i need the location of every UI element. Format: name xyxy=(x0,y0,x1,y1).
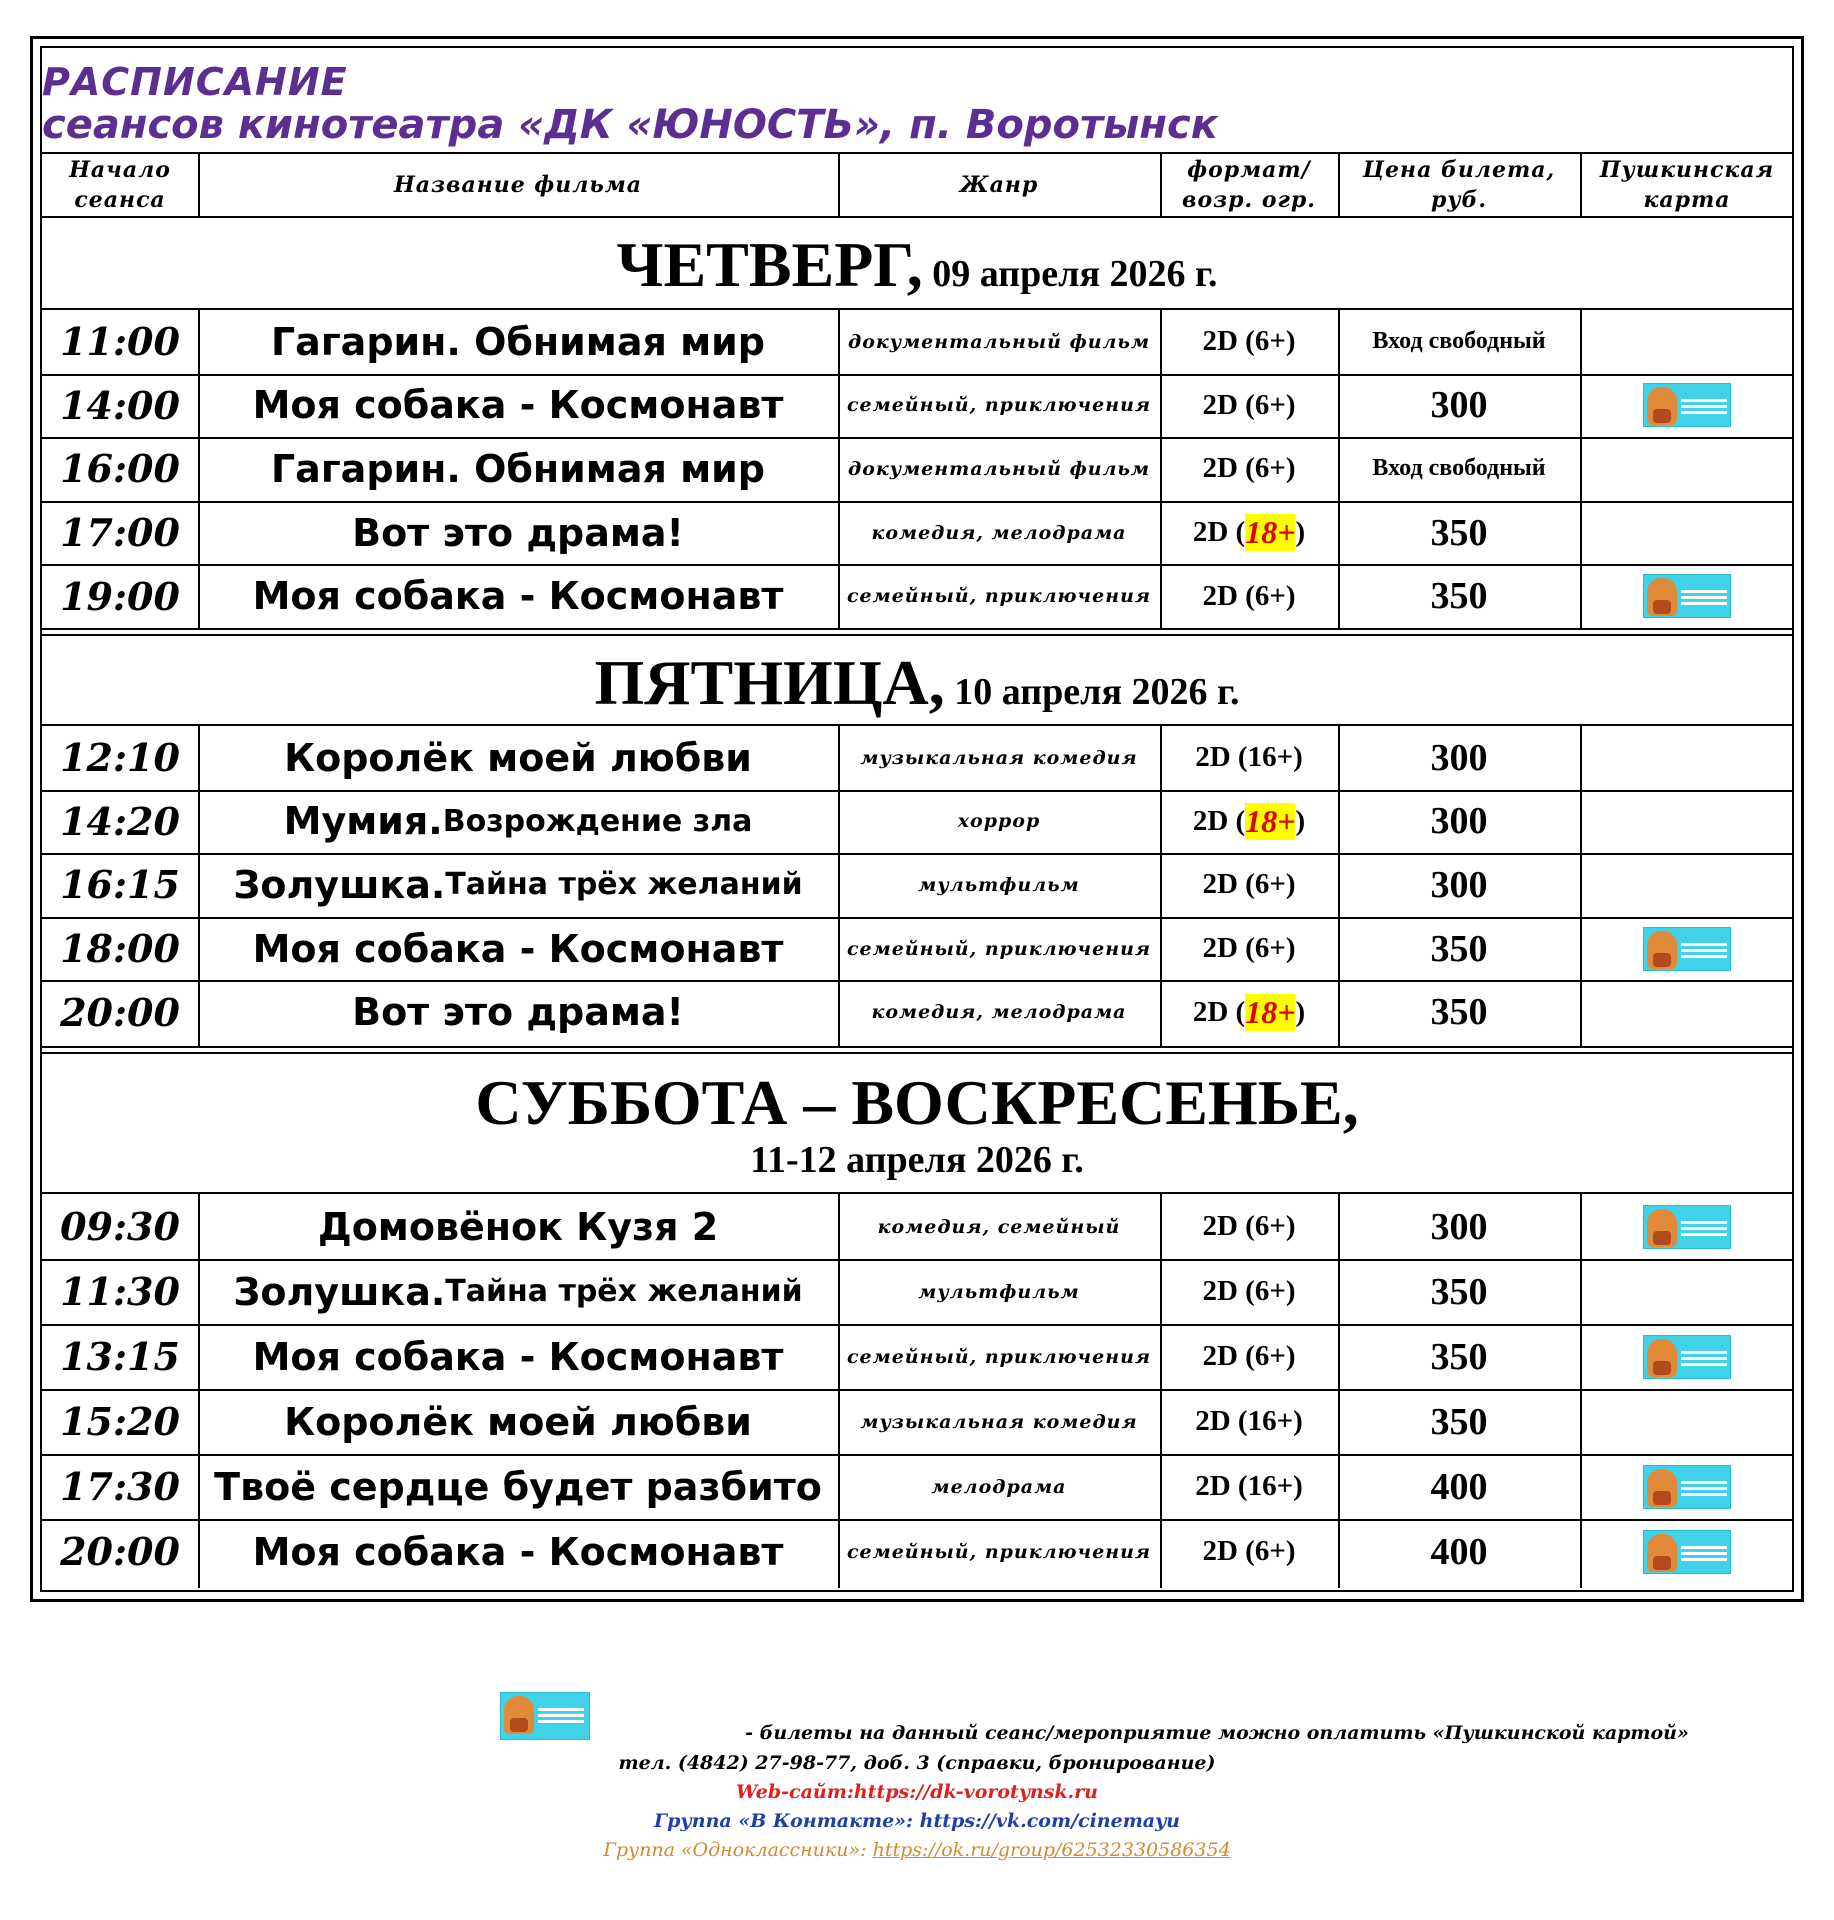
table-rule xyxy=(42,1052,1792,1054)
genre xyxy=(838,790,1160,854)
ticket-price-text: 350 xyxy=(1430,575,1488,618)
genre xyxy=(838,1259,1160,1324)
table-rule xyxy=(42,1046,1792,1048)
column-divider xyxy=(198,1192,200,1588)
format-age xyxy=(1160,374,1338,438)
format-text: 2D (6+) xyxy=(1202,1340,1296,1372)
ticket-price-text: 350 xyxy=(1430,991,1488,1034)
film-title-text: Гагарин. Обнимая мир xyxy=(270,446,766,491)
genre xyxy=(838,1389,1160,1454)
ticket-price-text: 350 xyxy=(1430,927,1488,970)
genre-text: комедия, мелодрама xyxy=(871,521,1127,544)
session-time-text: 17:30 xyxy=(60,1464,180,1509)
film-title xyxy=(198,1259,838,1324)
ticket-price-text: 300 xyxy=(1430,384,1488,427)
session-time xyxy=(42,1194,198,1259)
format-text: 2D (6+) xyxy=(1202,579,1296,612)
format-age xyxy=(1160,1194,1338,1259)
ticket-price xyxy=(1338,1389,1580,1454)
session-time xyxy=(42,1259,198,1324)
column-divider xyxy=(1160,152,1162,216)
footer-vk[interactable]: Группа «В Контакте»: https://vk.com/cinemayu xyxy=(654,1810,1180,1832)
column-divider xyxy=(1338,1192,1340,1588)
ticket-price xyxy=(1338,374,1580,438)
pushkin-card xyxy=(1580,437,1794,501)
footer-legend: - билеты на данный сеанс/мероприятие можно оплатить «Пушкинской картой» xyxy=(745,1722,1689,1744)
footer-ok xyxy=(0,1839,1834,1861)
format-text: 2D (6+) xyxy=(1202,868,1296,901)
ticket-price xyxy=(1338,1324,1580,1389)
pushkin-card xyxy=(1580,374,1794,438)
column-divider xyxy=(838,724,840,1046)
film-title-text: Моя собака - Космонавт xyxy=(252,1334,784,1379)
session-time-text: 11:30 xyxy=(60,1269,180,1314)
column-divider xyxy=(198,152,200,216)
format-text: 2D (6+) xyxy=(1202,1210,1296,1242)
ticket-price-text: 300 xyxy=(1430,863,1488,906)
pushkin-card xyxy=(1580,1324,1794,1389)
session-time-text: 11:00 xyxy=(60,319,180,365)
schedule-frame xyxy=(30,36,1804,1602)
format-text: 2D ( xyxy=(1192,516,1246,549)
genre xyxy=(838,917,1160,981)
column-divider xyxy=(838,1192,840,1588)
column-divider xyxy=(1338,308,1340,628)
ticket-price-text: 300 xyxy=(1430,1205,1488,1248)
column-divider xyxy=(838,152,840,216)
film-title-text: Вот это драма! xyxy=(352,510,684,555)
format-text: 2D (16+) xyxy=(1195,1470,1303,1502)
pushkin-card xyxy=(1580,310,1794,374)
session-time-text: 16:00 xyxy=(60,446,180,492)
header-format xyxy=(1160,154,1338,216)
ticket-price xyxy=(1338,437,1580,501)
format-text: 2D ( xyxy=(1192,995,1246,1028)
column-divider xyxy=(198,308,200,628)
footer-ok-link[interactable]: https://ok.ru/group/62532330586354 xyxy=(872,1839,1231,1861)
format-age xyxy=(1160,853,1338,917)
format-text: 2D (16+) xyxy=(1195,1405,1303,1437)
genre-text: семейный, приключения xyxy=(846,937,1151,960)
column-divider xyxy=(1338,724,1340,1046)
format-age xyxy=(1160,1519,1338,1584)
session-time-text: 20:00 xyxy=(60,989,180,1035)
film-title-text: Домовёнок Кузя 2 xyxy=(317,1204,719,1249)
session-time xyxy=(42,1324,198,1389)
pushkin-card xyxy=(1580,917,1794,981)
format-text: 2D (6+) xyxy=(1202,932,1296,965)
session-time-text: 18:00 xyxy=(60,926,180,972)
column-divider xyxy=(1580,724,1582,1046)
film-title xyxy=(198,853,838,917)
day-name: ПЯТНИЦА, xyxy=(594,647,945,718)
genre xyxy=(838,1194,1160,1259)
genre-text: музыкальная комедия xyxy=(860,746,1138,769)
film-title xyxy=(198,1454,838,1519)
format-close: ) xyxy=(1295,516,1306,549)
ticket-price-text: 300 xyxy=(1430,800,1488,843)
column-divider xyxy=(1160,1192,1162,1588)
ticket-price-text: Вход свободный xyxy=(1372,328,1546,355)
pushkin-card-icon xyxy=(1643,1465,1731,1509)
genre xyxy=(838,310,1160,374)
film-title-text: Твоё сердце будет разбито xyxy=(214,1464,822,1509)
format-age xyxy=(1160,310,1338,374)
genre-text: музыкальная комедия xyxy=(860,1410,1138,1433)
age-restriction-18: 18+ xyxy=(1245,802,1296,839)
session-time xyxy=(42,980,198,1044)
film-title xyxy=(198,1389,838,1454)
format-text: 2D (6+) xyxy=(1202,325,1296,358)
day-date: 10 апреля 2026 г. xyxy=(944,671,1240,713)
ticket-price xyxy=(1338,1194,1580,1259)
film-title xyxy=(198,1324,838,1389)
film-title xyxy=(198,980,838,1044)
session-time-text: 20:00 xyxy=(60,1529,180,1574)
genre-text: комедия, мелодрама xyxy=(871,1001,1127,1024)
session-time-text: 12:10 xyxy=(60,735,180,781)
ticket-price xyxy=(1338,501,1580,565)
film-title xyxy=(198,1194,838,1259)
ticket-price-text: 350 xyxy=(1430,511,1488,554)
film-title-text: Золушка. xyxy=(233,1269,446,1314)
genre-text: документальный фильм xyxy=(847,330,1151,353)
ticket-price-text: 400 xyxy=(1430,1465,1488,1508)
film-title-text: Вот это драма! xyxy=(352,990,684,1035)
column-divider xyxy=(198,724,200,1046)
session-time-text: 14:00 xyxy=(60,382,180,428)
genre xyxy=(838,437,1160,501)
ticket-price-text: 300 xyxy=(1430,736,1488,779)
film-title-text: Моя собака - Космонавт xyxy=(252,1529,784,1574)
session-time-text: 15:20 xyxy=(60,1399,180,1444)
format-age xyxy=(1160,917,1338,981)
column-divider xyxy=(1580,308,1582,628)
table-rule xyxy=(42,628,1792,630)
format-close: ) xyxy=(1295,995,1306,1028)
genre xyxy=(838,564,1160,628)
film-subtitle-text: Тайна трёх желаний xyxy=(445,867,803,903)
genre-text: мультфильм xyxy=(918,1280,1080,1303)
genre-text: комедия, семейный xyxy=(877,1215,1121,1238)
pushkin-card xyxy=(1580,726,1794,790)
session-time xyxy=(42,310,198,374)
footer-ok-label: Группа «Одноклассники»: xyxy=(603,1839,873,1861)
day-heading xyxy=(42,1068,1792,1182)
film-title xyxy=(198,437,838,501)
format-text: 2D (6+) xyxy=(1202,452,1296,485)
table-rule xyxy=(42,216,1792,218)
session-time xyxy=(42,564,198,628)
session-time-text: 17:00 xyxy=(60,510,180,556)
session-time-text: 19:00 xyxy=(60,573,180,619)
format-age xyxy=(1160,564,1338,628)
format-close: ) xyxy=(1295,804,1306,837)
ticket-price-text: 400 xyxy=(1430,1530,1488,1573)
session-time xyxy=(42,726,198,790)
column-divider xyxy=(1580,152,1582,216)
genre xyxy=(838,726,1160,790)
pushkin-card xyxy=(1580,790,1794,854)
column-divider xyxy=(1580,1192,1582,1588)
session-time xyxy=(42,1454,198,1519)
age-restriction-18: 18+ xyxy=(1245,993,1296,1030)
header-pushkin xyxy=(1580,154,1794,216)
format-text: 2D (6+) xyxy=(1202,388,1296,421)
genre-text: документальный фильм xyxy=(847,457,1151,480)
header-price-label: Цена билета, руб. xyxy=(1362,157,1556,213)
genre-text: хоррор xyxy=(957,810,1041,833)
session-time-text: 13:15 xyxy=(60,1334,180,1379)
format-age xyxy=(1160,726,1338,790)
format-text: 2D ( xyxy=(1192,804,1246,837)
film-subtitle-text: Тайна трёх желаний xyxy=(445,1274,803,1309)
format-text: 2D (6+) xyxy=(1202,1275,1296,1307)
column-divider xyxy=(1338,152,1340,216)
ticket-price-text: 350 xyxy=(1430,1335,1488,1378)
format-age xyxy=(1160,1389,1338,1454)
ticket-price xyxy=(1338,1519,1580,1584)
genre-text: семейный, приключения xyxy=(846,585,1151,608)
table-rule xyxy=(42,634,1792,636)
film-title xyxy=(198,374,838,438)
film-title xyxy=(198,310,838,374)
session-time-text: 16:15 xyxy=(60,862,180,908)
ticket-price xyxy=(1338,1259,1580,1324)
header-film xyxy=(198,154,838,216)
film-title-text: Королёк моей любви xyxy=(284,735,752,780)
ticket-price xyxy=(1338,564,1580,628)
film-title xyxy=(198,790,838,854)
column-divider xyxy=(1160,724,1162,1046)
ticket-price-text: Вход свободный xyxy=(1372,455,1546,482)
format-text: 2D (6+) xyxy=(1202,1535,1296,1567)
session-time xyxy=(42,917,198,981)
pushkin-card xyxy=(1580,980,1794,1044)
genre-text: мультфильм xyxy=(918,873,1080,896)
format-age xyxy=(1160,1454,1338,1519)
pushkin-card xyxy=(1580,1454,1794,1519)
ticket-price-text: 350 xyxy=(1430,1270,1488,1313)
film-title-text: Королёк моей любви xyxy=(284,1399,752,1444)
column-divider xyxy=(838,308,840,628)
film-title-text: Мумия. xyxy=(283,799,443,844)
ticket-price xyxy=(1338,726,1580,790)
film-title-text: Моя собака - Космонавт xyxy=(252,574,784,619)
header-start xyxy=(42,154,198,216)
genre xyxy=(838,980,1160,1044)
day-name: ЧЕТВЕРГ, xyxy=(616,229,923,300)
film-subtitle-text: Возрождение зла xyxy=(442,803,753,839)
schedule-table xyxy=(40,46,1794,1592)
format-age xyxy=(1160,790,1338,854)
session-time xyxy=(42,1389,198,1454)
pushkin-card xyxy=(1580,1519,1794,1584)
film-title xyxy=(198,1519,838,1584)
footer-phone: тел. (4842) 27-98-77, доб. 3 (справки, бронирование) xyxy=(618,1752,1216,1774)
film-title xyxy=(198,726,838,790)
genre-text: семейный, приключения xyxy=(846,394,1151,417)
film-title-text: Моя собака - Космонавт xyxy=(252,926,784,971)
session-time xyxy=(42,374,198,438)
genre-text: мелодрама xyxy=(931,1475,1067,1498)
genre xyxy=(838,374,1160,438)
schedule-subtitle: сеансов кинотеатра «ДК «ЮНОСТЬ», п. Воротынск xyxy=(42,102,1218,148)
day-name: СУББОТА – ВОСКРЕСЕНЬЕ, xyxy=(475,1067,1359,1138)
format-age xyxy=(1160,1324,1338,1389)
day-date: 09 апреля 2026 г. xyxy=(922,253,1218,295)
ticket-price xyxy=(1338,790,1580,854)
pushkin-card-icon xyxy=(1643,574,1731,618)
session-time xyxy=(42,501,198,565)
format-age xyxy=(1160,437,1338,501)
ticket-price xyxy=(1338,1454,1580,1519)
film-title xyxy=(198,501,838,565)
pushkin-card xyxy=(1580,1389,1794,1454)
day-date: 11-12 апреля 2026 г. xyxy=(750,1139,1084,1181)
session-time xyxy=(42,853,198,917)
footer-website[interactable]: Web-сайт:https://dk-vorotynsk.ru xyxy=(736,1781,1098,1803)
pushkin-card-icon xyxy=(1643,1335,1731,1379)
genre xyxy=(838,1519,1160,1584)
format-age xyxy=(1160,980,1338,1044)
session-time xyxy=(42,1519,198,1584)
session-time-text: 14:20 xyxy=(60,798,180,844)
header-price xyxy=(1338,154,1580,216)
film-title-text: Моя собака - Космонавт xyxy=(252,383,784,428)
header-start-label: Начало сеанса xyxy=(69,157,171,213)
ticket-price xyxy=(1338,917,1580,981)
schedule-title: РАСПИСАНИЕ xyxy=(42,60,348,104)
film-title-text: Золушка. xyxy=(233,862,446,907)
session-time xyxy=(42,437,198,501)
age-restriction-18: 18+ xyxy=(1245,514,1296,551)
film-title xyxy=(198,917,838,981)
genre xyxy=(838,853,1160,917)
header-genre xyxy=(838,154,1160,216)
ticket-price xyxy=(1338,310,1580,374)
header-genre-label: Жанр xyxy=(959,172,1039,198)
genre-text: семейный, приключения xyxy=(846,1345,1151,1368)
pushkin-card-icon xyxy=(1643,1205,1731,1249)
genre xyxy=(838,1454,1160,1519)
ticket-price xyxy=(1338,980,1580,1044)
pushkin-card xyxy=(1580,1259,1794,1324)
header-film-label: Название фильма xyxy=(393,172,643,198)
session-time xyxy=(42,790,198,854)
film-title xyxy=(198,564,838,628)
pushkin-card xyxy=(1580,501,1794,565)
ticket-price-text: 350 xyxy=(1430,1400,1488,1443)
pushkin-card xyxy=(1580,564,1794,628)
session-time-text: 09:30 xyxy=(60,1204,180,1249)
pushkin-card xyxy=(1580,1194,1794,1259)
pushkin-card-icon xyxy=(1643,383,1731,427)
pushkin-card-icon xyxy=(1643,1530,1731,1574)
format-text: 2D (16+) xyxy=(1195,741,1303,774)
header-format-label: формат/ возр. огр. xyxy=(1182,157,1316,213)
format-age xyxy=(1160,501,1338,565)
genre xyxy=(838,1324,1160,1389)
pushkin-card xyxy=(1580,853,1794,917)
header-pushkin-label: Пушкинская карта xyxy=(1599,157,1775,213)
column-divider xyxy=(1160,308,1162,628)
genre-text: семейный, приключения xyxy=(846,1540,1151,1563)
ticket-price xyxy=(1338,853,1580,917)
genre xyxy=(838,501,1160,565)
format-age xyxy=(1160,1259,1338,1324)
pushkin-card-icon xyxy=(1643,927,1731,971)
film-title-text: Гагарин. Обнимая мир xyxy=(270,319,766,364)
